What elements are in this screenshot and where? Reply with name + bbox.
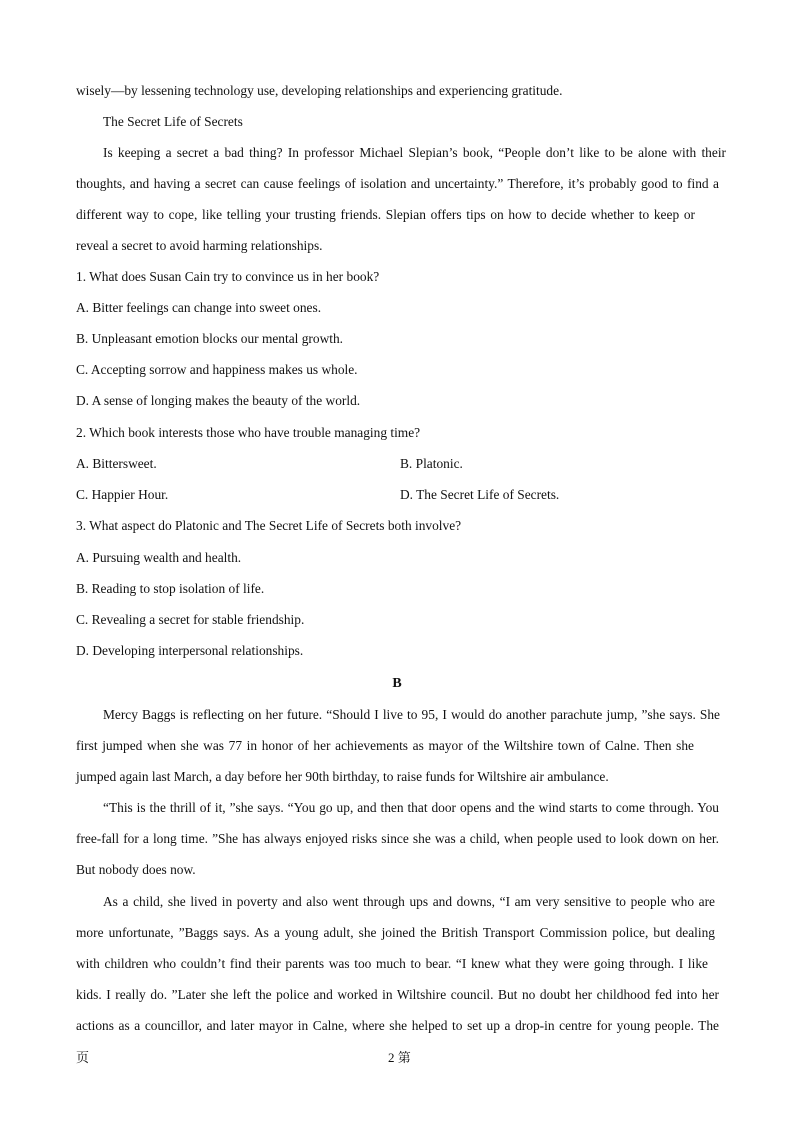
paragraph-line: thoughts, and having a secret can cause feelings of isolation and uncertainty.” Therefore, it’s probably good to find a [76,176,719,191]
book-title-secret-life: The Secret Life of Secrets [103,114,243,129]
question-3-option-d: D. Developing interpersonal relationships. [76,643,304,658]
paragraph-line: first jumped when she was 77 in honor of her achievements as mayor of the Wiltshire town of Calne. Then she [76,738,694,753]
passage-a-continuation: wisely—by lessening technology use, developing relationships and experiencing gratitude. [76,83,563,98]
question-2-option-c: C. Happier Hour. [76,487,169,502]
question-1-option-c: C. Accepting sorrow and happiness makes us whole. [76,362,358,377]
question-2-option-a: A. Bittersweet. [76,456,157,471]
question-3-option-b: B. Reading to stop isolation of life. [76,581,265,596]
paragraph-line: But nobody does now. [76,862,196,877]
paragraph-line: with children who couldn’t find their parents was too much to bear. “I knew what they were going through. I like [76,956,708,971]
question-1-option-d: D. A sense of longing makes the beauty of the world. [76,393,361,408]
paragraph-line: different way to cope, like telling your trusting friends. Slepian offers tips on how to decide whether to keep or [76,207,695,222]
paragraph-line: more unfortunate, ”Baggs says. As a young adult, she joined the British Transport Commission police, but dealing [76,925,715,940]
footer-page-number: 2 第 [388,1050,411,1065]
question-1-option-b: B. Unpleasant emotion blocks our mental growth. [76,331,344,346]
footer-page-label: 页 [76,1050,90,1065]
question-3-option-c: C. Revealing a secret for stable friendship. [76,612,305,627]
question-1-stem: 1. What does Susan Cain try to convince us in her book? [76,269,380,284]
paragraph-line: actions as a councillor, and later mayor in Calne, where she helped to set up a drop-in centre for young people. The [76,1018,719,1033]
question-2-option-b: B. Platonic. [400,456,463,471]
paragraph-line: Mercy Baggs is reflecting on her future. “Should I live to 95, I would do another parachute jump, ”she says. She [103,707,720,722]
question-2-option-d: D. The Secret Life of Secrets. [400,487,560,502]
question-2-stem: 2. Which book interests those who have trouble managing time? [76,425,421,440]
question-1-option-a: A. Bitter feelings can change into sweet ones. [76,300,322,315]
paragraph-line: jumped again last March, a day before her 90th birthday, to raise funds for Wiltshire air ambulance. [76,769,609,784]
paragraph-line: free-fall for a long time. ”She has always enjoyed risks since she was a child, when people used to look down on her. [76,831,719,846]
question-3-stem: 3. What aspect do Platonic and The Secret Life of Secrets both involve? [76,518,462,533]
question-3-option-a: A. Pursuing wealth and health. [76,550,242,565]
section-heading-b: B [392,676,402,691]
paragraph-line: As a child, she lived in poverty and also went through ups and downs, “I am very sensitive to people who are [103,894,715,909]
paragraph-line: reveal a secret to avoid harming relationships. [76,238,323,253]
paragraph-line: Is keeping a secret a bad thing? In professor Michael Slepian’s book, “People don’t like to be alone with their [103,145,726,160]
paragraph-line: kids. I really do. ”Later she left the police and worked in Wiltshire council. But no doubt her childhood fed into her [76,987,719,1002]
paragraph-line: “This is the thrill of it, ”she says. “You go up, and then that door opens and the wind starts to come through. You [103,800,719,815]
